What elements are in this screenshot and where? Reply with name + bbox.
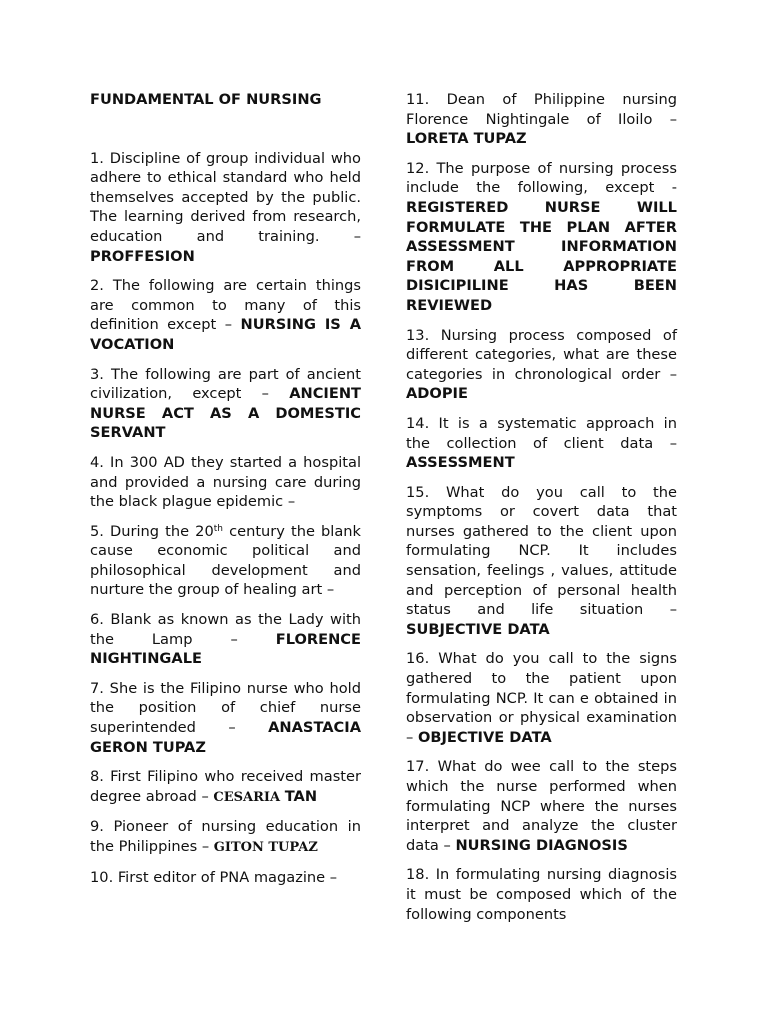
question-text: 18. In formulating nursing diagnosis it must be composed which of the following components xyxy=(406,866,677,923)
question-5 xyxy=(90,522,361,600)
question-15 xyxy=(406,483,677,640)
question-11 xyxy=(406,90,677,149)
answer-text: NURSING IS A VOCATION xyxy=(90,316,361,353)
question-14 xyxy=(406,414,677,473)
question-text: 2. The following are certain things are common to many of this definition except – xyxy=(90,277,361,334)
superscript: th xyxy=(213,523,223,534)
question-6 xyxy=(90,610,361,669)
question-text: 10. First editor of PNA magazine – xyxy=(90,868,338,886)
question-text: 4. In 300 AD they started a hospital and provided a nursing care during the black plague epidemic – xyxy=(90,453,361,511)
answer-text: REGISTERED NURSE WILL FORMULATE THE PLAN AFTER ASSESSMENT INFORMATION FROM ALL APPROPRIATE DISICIPILINE HAS BEEN REVIEWED xyxy=(406,198,677,314)
question-7 xyxy=(90,679,361,757)
question-text: 12. The purpose of nursing process include the following, except - xyxy=(406,159,677,197)
question-12 xyxy=(406,159,677,316)
answer-text: ANASTACIA GERON TUPAZ xyxy=(90,719,361,756)
question-text-continued: century the blank cause economic political and philosophical development and nurture the group of healing art – xyxy=(90,522,361,599)
answer-text: NURSING DIAGNOSIS xyxy=(455,836,628,854)
question-text: 16. What do you call to the signs gathered to the patient upon formulating NCP. It can e obtained in observation or physical examination – xyxy=(406,650,677,746)
question-text: 13. Nursing process composed of different categories, what are these categories in chronological order – xyxy=(406,326,677,383)
left-column xyxy=(90,90,361,897)
answer-text: ASSESSMENT xyxy=(406,454,515,472)
answer-text: ANCIENT NURSE ACT AS A DOMESTIC SERVANT xyxy=(90,385,361,442)
question-text: 9. Pioneer of nursing education in the Philippines – xyxy=(90,818,361,855)
answer-text: FLORENCE NIGHTINGALE xyxy=(90,630,361,668)
right-column xyxy=(406,90,677,934)
question-text: 3. The following are part of ancient civilization, except – xyxy=(90,365,361,403)
question-2 xyxy=(90,276,361,354)
question-text: 14. It is a systematic approach in the collection of client data – xyxy=(406,414,677,452)
answer-text: GITON TUPAZ xyxy=(213,840,318,855)
question-text: 6. Blank as known as the Lady with the Lamp – xyxy=(90,611,361,648)
question-text: 8. First Filipino who received master degree abroad – xyxy=(90,768,361,805)
question-18 xyxy=(406,865,677,924)
question-17 xyxy=(406,757,677,855)
question-1 xyxy=(90,149,361,267)
question-16 xyxy=(406,649,677,747)
question-text: 5. During the 20 xyxy=(90,522,214,540)
document-title: FUNDAMENTAL OF NURSING xyxy=(90,91,322,108)
question-text: 17. What do wee call to the steps which the nurse performed when formulating NCP where the nurses interpret and analyze the cluster data – xyxy=(406,758,677,854)
answer-text: LORETA TUPAZ xyxy=(406,130,527,148)
question-text: 11. Dean of Philippine nursing Florence Nightingale of Iloilo – xyxy=(406,91,677,128)
question-10 xyxy=(90,868,361,888)
answer-text: CESARIA xyxy=(213,789,281,805)
question-13 xyxy=(406,326,677,404)
question-9 xyxy=(90,817,361,857)
question-4 xyxy=(90,453,361,512)
question-text: 7. She is the Filipino nurse who hold the position of chief nurse superintended – xyxy=(90,679,361,737)
question-8 xyxy=(90,767,361,807)
question-text: 1. Discipline of group individual who adhere to ethical standard who held themselves accepted by the public. The learning derived from research, education and training. – xyxy=(90,149,361,245)
answer-text: PROFFESION xyxy=(90,247,195,265)
answer-text: OBJECTIVE DATA xyxy=(417,728,552,746)
answer-text: SUBJECTIVE DATA xyxy=(406,620,550,638)
answer-text-continued: TAN xyxy=(284,787,318,805)
question-3 xyxy=(90,365,361,443)
question-text: 15. What do you call to the symptoms or covert data that nurses gathered to the client upon formulating NCP. It includes sensation, feelings , values, attitude and perception of personal health status and life situation – xyxy=(406,483,677,619)
answer-text: ADOPIE xyxy=(406,385,468,403)
